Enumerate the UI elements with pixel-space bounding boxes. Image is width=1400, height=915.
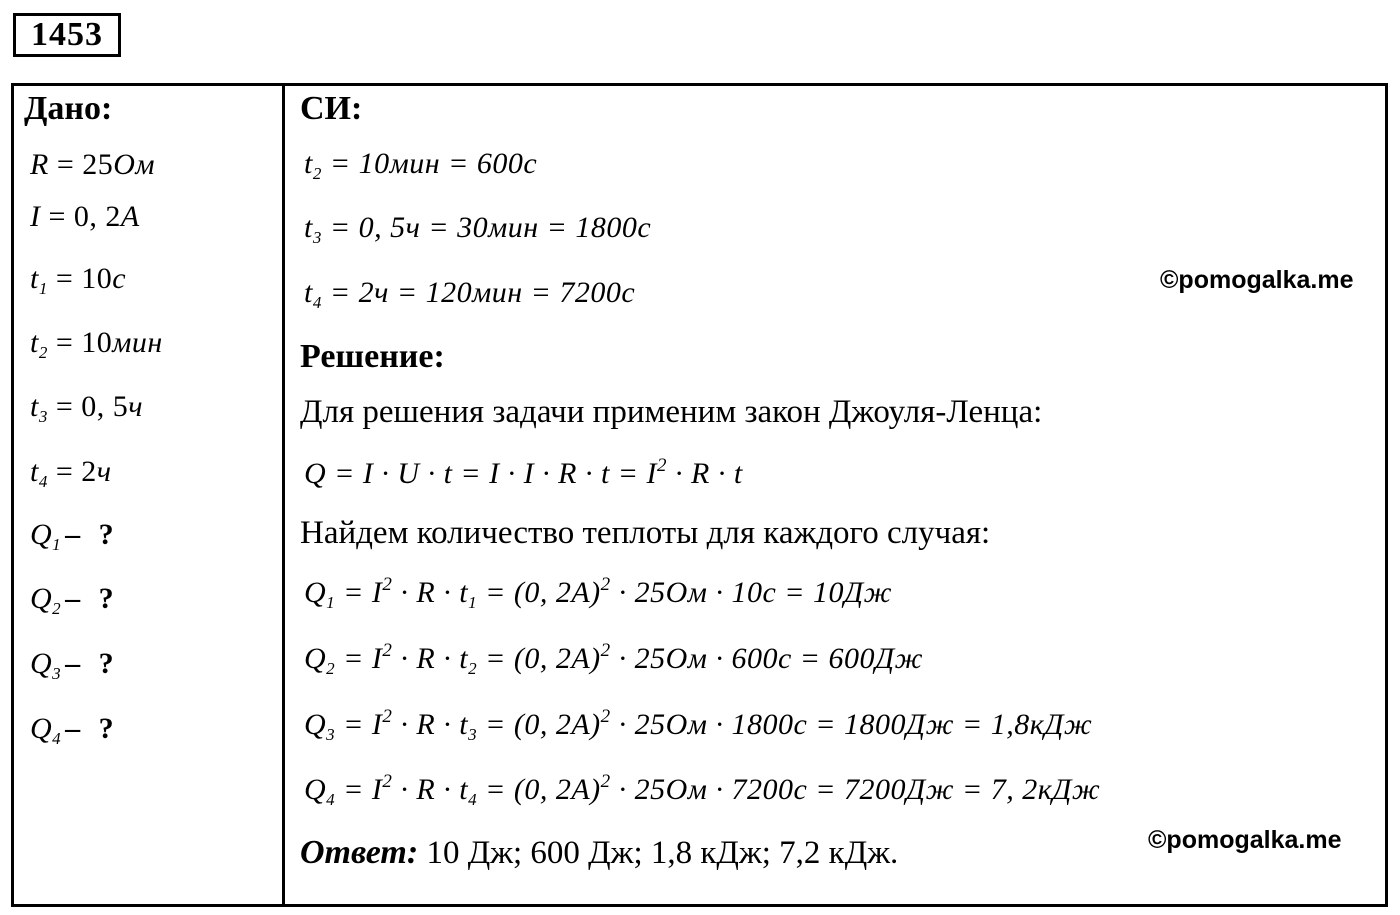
- unknown-q2: $Q_2$ – ?: [30, 582, 115, 618]
- watermark-bottom: ©pomogalka.me: [1148, 826, 1342, 854]
- solution-intro: Для решения задачи применим закон Джоуля-Ленца:: [300, 394, 1043, 430]
- answer-label: Ответ:: [300, 834, 419, 871]
- solution-find-text: Найдем количество теплоты для каждого случая:: [300, 515, 991, 551]
- calc-q1: $Q_1 = I^2 \cdot R \cdot t_1 = (0$, 2A)$^2$ · 25Ом · 10с = 10Дж: [304, 574, 893, 612]
- given-t3: $t_3 = 0$, 5ч: [30, 390, 144, 426]
- si-t2: $t_2 = 10мин = 600с$: [304, 147, 538, 183]
- si-header: СИ:: [300, 90, 363, 127]
- solution-header: Решение:: [300, 338, 445, 375]
- answer-text: 10 Дж; 600 Дж; 1,8 кДж; 7,2 кДж.: [418, 835, 899, 871]
- given-t1: $t_1 = 10c$: [30, 262, 127, 298]
- unknown-q1: $Q_1$ – ?: [30, 518, 115, 554]
- si-t4: $t_4 = 2ч = 120мин = 7200с$: [304, 276, 636, 312]
- given-header: Дано:: [24, 90, 113, 127]
- given-t4: $t_4 = 2ч$: [30, 455, 112, 491]
- joule-lenz-law: $Q = I \cdot U \cdot t = I \cdot I \cdot R \cdot t = I^2 \cdot R \cdot t$: [304, 455, 743, 490]
- given-t2: $t_2 = 10мин$: [30, 326, 163, 362]
- calc-q4: $Q_4 = I^2 \cdot R \cdot t_4 = (0$, 2A)$^2$ · 25Ом · 7200с = 7200Дж = 7, 2кДж: [304, 771, 1101, 809]
- unknown-q3: $Q_3$ – ?: [30, 647, 115, 683]
- watermark-top: ©pomogalka.me: [1160, 266, 1354, 294]
- problem-number: 1453: [13, 13, 121, 57]
- answer-line: [300, 834, 898, 872]
- si-t3: $t_3 = 0$, 5ч = 30мин = 1800с: [304, 211, 652, 247]
- calc-q2: $Q_2 = I^2 \cdot R \cdot t_2 = (0$, 2A)$^2$ · 25Ом · 600с = 600Дж: [304, 640, 924, 678]
- unknown-q4: $Q_4$ – ?: [30, 712, 115, 748]
- column-divider: [282, 83, 285, 907]
- given-i: I = 0, 2A: [30, 200, 140, 233]
- given-r: R = 25Ом: [30, 148, 156, 181]
- calc-q3: $Q_3 = I^2 \cdot R \cdot t_3 = (0$, 2A)$^2$ · 25Ом · 1800с = 1800Дж = 1,8кДж: [304, 706, 1093, 744]
